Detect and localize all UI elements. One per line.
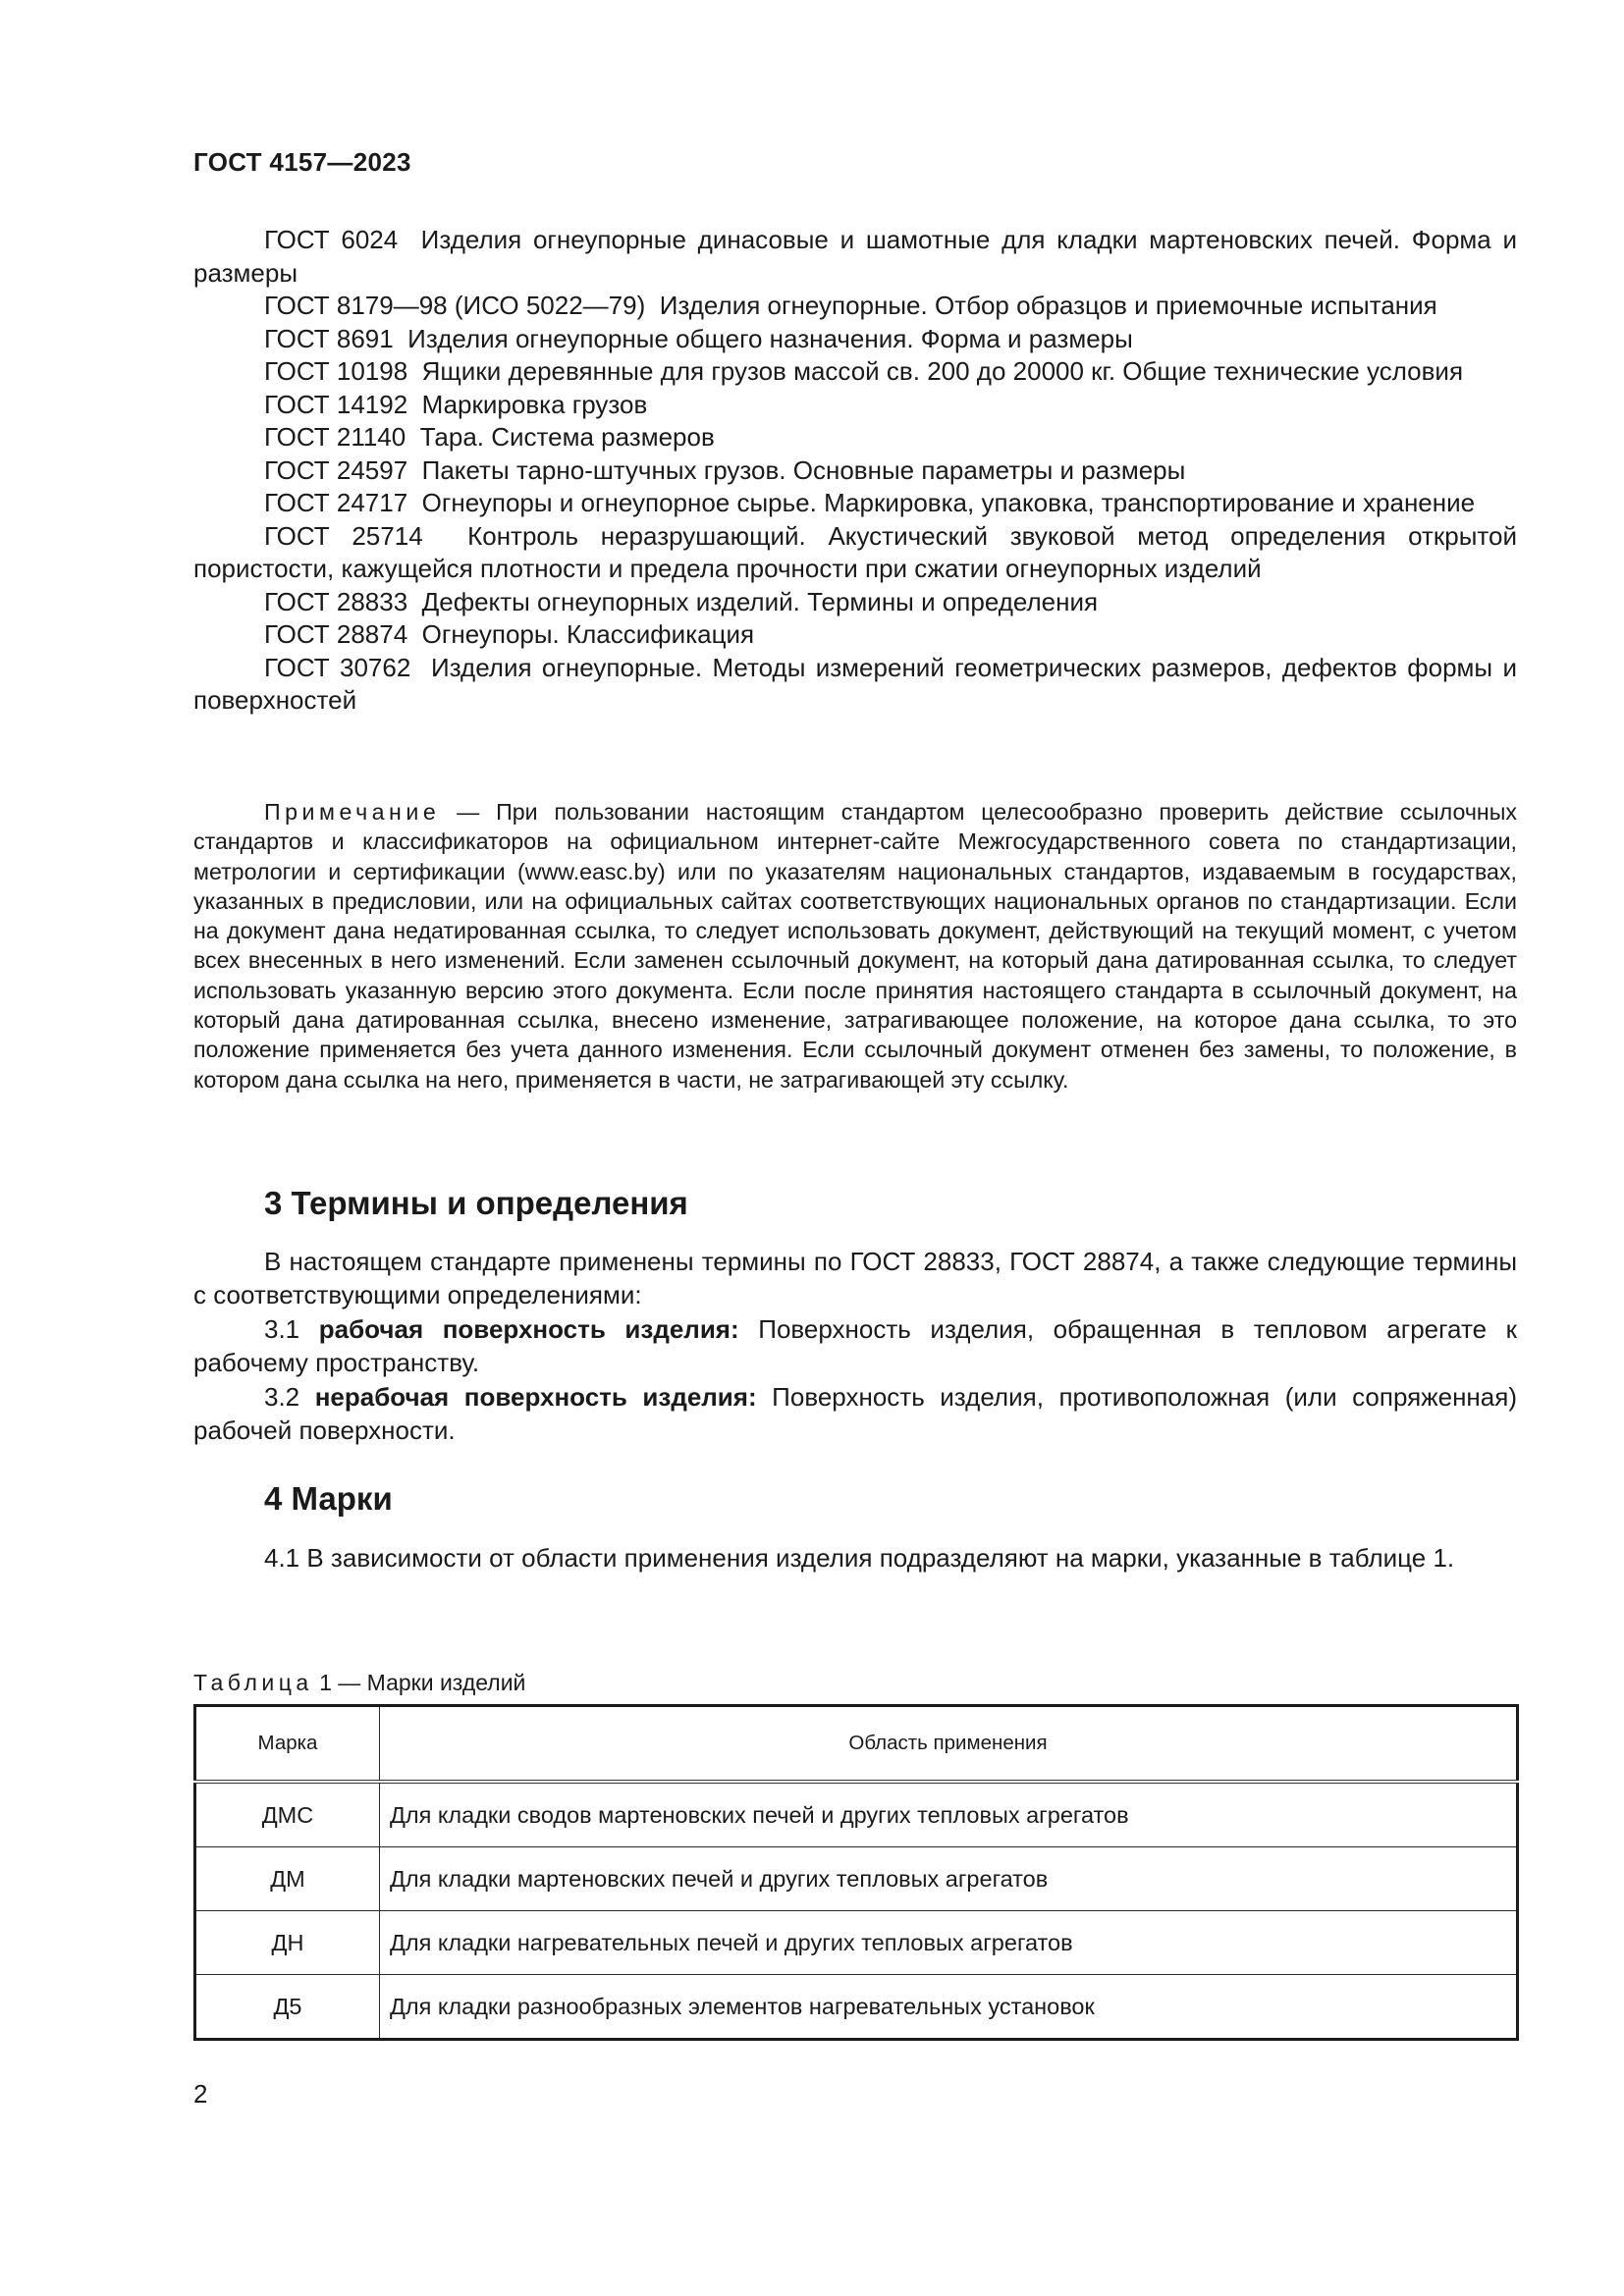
section-4-body bbox=[193, 1541, 1517, 1575]
reference-title: Ящики деревянные для грузов массой св. 200 до 20000 кг. Общие технические условия bbox=[421, 356, 1464, 386]
column-header-mark: Марка bbox=[195, 1706, 380, 1783]
reference-item bbox=[193, 618, 1517, 652]
reference-code: ГОСТ 30762 bbox=[264, 652, 411, 682]
section-3-intro: В настоящем стандарте применены термины по ГОСТ 28833, ГОСТ 28874, а также следующие термины с соответствующими определениями: bbox=[193, 1247, 1517, 1309]
reference-code: ГОСТ 28833 bbox=[264, 586, 408, 616]
cell-area: Для кладки разнообразных элементов нагревательных установок bbox=[380, 1975, 1518, 2040]
reference-code: ГОСТ 8691 bbox=[264, 323, 394, 353]
normative-references-list bbox=[193, 224, 1517, 718]
reference-item bbox=[193, 389, 1517, 422]
term-definition bbox=[193, 1380, 1517, 1447]
reference-code: ГОСТ 24597 bbox=[264, 454, 408, 485]
table-row bbox=[195, 1911, 1518, 1975]
page-number: 2 bbox=[193, 2079, 208, 2109]
section-4-paragraph: 4.1 В зависимости от области применения изделия подразделяют на марки, указанные в таблице 1. bbox=[264, 1543, 1455, 1573]
reference-title: Дефекты огнеупорных изделий. Термины и определения bbox=[421, 586, 1099, 616]
term-text: Поверхность изделия, обращенная в тепловом агрегате к рабочему пространству. bbox=[193, 1314, 1517, 1377]
reference-code: ГОСТ 24717 bbox=[264, 488, 408, 517]
reference-title: Изделия огнеупорные. Методы измерений геометрических размеров, дефектов формы и поверхностей bbox=[193, 652, 1517, 715]
table-row bbox=[195, 1782, 1518, 1847]
reference-code: ГОСТ 21140 bbox=[264, 422, 406, 452]
reference-code: ГОСТ 25714 bbox=[264, 520, 423, 551]
cell-mark: ДМС bbox=[195, 1782, 380, 1847]
reference-title: Изделия огнеупорные. Отбор образцов и приемочные испытания bbox=[659, 291, 1437, 320]
reference-code: ГОСТ 6024 bbox=[264, 225, 399, 254]
reference-code: ГОСТ 8179—98 (ИСО 5022—79) bbox=[264, 291, 646, 320]
table-row bbox=[195, 1975, 1518, 2040]
reference-title: Огнеупоры. Классификация bbox=[421, 619, 755, 649]
section-4-title: 4 Марки bbox=[264, 1480, 393, 1517]
term-name: рабочая поверхность изделия: bbox=[318, 1314, 739, 1344]
reference-item bbox=[193, 652, 1517, 718]
cell-area: Для кладки мартеновских печей и других тепловых агрегатов bbox=[380, 1847, 1518, 1911]
note-label: Примечание bbox=[264, 799, 441, 825]
term-number: 3.1 bbox=[264, 1314, 300, 1344]
cell-mark: ДМ bbox=[195, 1847, 380, 1911]
note-block bbox=[193, 797, 1517, 1095]
reference-title: Тара. Система размеров bbox=[419, 422, 715, 452]
cell-area: Для кладки нагревательных печей и других тепловых агрегатов bbox=[380, 1911, 1518, 1975]
cell-mark: ДН bbox=[195, 1911, 380, 1975]
table-caption-label: Таблица bbox=[193, 1670, 313, 1695]
reference-title: Маркировка грузов bbox=[421, 389, 648, 419]
reference-title: Огнеупоры и огнеупорное сырье. Маркировка, упаковка, транспортирование и хранение bbox=[421, 488, 1476, 517]
cell-area: Для кладки сводов мартеновских печей и других тепловых агрегатов bbox=[380, 1782, 1518, 1847]
reference-code: ГОСТ 10198 bbox=[264, 356, 408, 386]
reference-title: Пакеты тарно-штучных грузов. Основные параметры и размеры bbox=[421, 454, 1186, 485]
document-header: ГОСТ 4157—2023 bbox=[193, 147, 411, 177]
table-row bbox=[195, 1847, 1518, 1911]
term-number: 3.2 bbox=[264, 1382, 300, 1412]
table-header-row bbox=[195, 1706, 1518, 1783]
section-3-title: 3 Термины и определения bbox=[264, 1185, 688, 1221]
reference-code: ГОСТ 28874 bbox=[264, 619, 408, 649]
column-header-area: Область применения bbox=[380, 1706, 1518, 1783]
reference-item bbox=[193, 323, 1517, 356]
reference-item bbox=[193, 224, 1517, 290]
cell-mark: Д5 bbox=[195, 1975, 380, 2040]
note-text: — При пользовании настоящим стандартом целесообразно проверить действие ссылочных стандартов и классификаторов на официальном интернет-сайте Межгосударственного совета по стандартизации, метрологии и сертификации (www.easc.by) или по указателям национальных стандартов, издаваемым в государствах, указанных в предисловии, или на официальных сайтах соответствующих национальных органов по стандартизации. Если на документ дана недатированная ссылка, то следует использовать документ, действующий на текущий момент, с учетом всех внесенных в него изменений. Если заменен ссылочный документ, на который дана датированная ссылка, то следует использовать указанную версию этого документа. Если после принятия настоящего стандарта в ссылочный документ, на который дана датированная ссылка, внесено изменение, затрагивающее положение, на которое дана ссылка, то это положение применяется без учета данного изменения. Если ссылочный документ отменен без замены, то положение, в котором дана ссылка на него, применяется в части, не затрагивающей эту ссылку. bbox=[193, 799, 1517, 1093]
section-3-body bbox=[193, 1245, 1517, 1448]
reference-item bbox=[193, 586, 1517, 619]
term-name: нерабочая поверхность изделия: bbox=[314, 1382, 757, 1412]
reference-item bbox=[193, 487, 1517, 520]
reference-item bbox=[193, 355, 1517, 389]
reference-code: ГОСТ 14192 bbox=[264, 389, 408, 419]
reference-title: Изделия огнеупорные общего назначения. Форма и размеры bbox=[407, 323, 1133, 353]
reference-title: Контроль неразрушающий. Акустический звуковой метод определения открытой пористости, кажущейся плотности и предела прочности при сжатии огнеупорных изделий bbox=[193, 520, 1517, 583]
table-caption bbox=[193, 1670, 525, 1696]
marks-table bbox=[193, 1704, 1519, 2041]
reference-item bbox=[193, 290, 1517, 323]
reference-item bbox=[193, 520, 1517, 586]
reference-item bbox=[193, 454, 1517, 488]
reference-item bbox=[193, 421, 1517, 454]
term-text: Поверхность изделия, противоположная (или сопряженная) рабочей поверхности. bbox=[193, 1382, 1517, 1445]
reference-title: Изделия огнеупорные динасовые и шамотные для кладки мартеновских печей. Форма и размеры bbox=[193, 225, 1517, 288]
term-definition bbox=[193, 1312, 1517, 1379]
table-caption-text: 1 — Марки изделий bbox=[319, 1670, 526, 1695]
